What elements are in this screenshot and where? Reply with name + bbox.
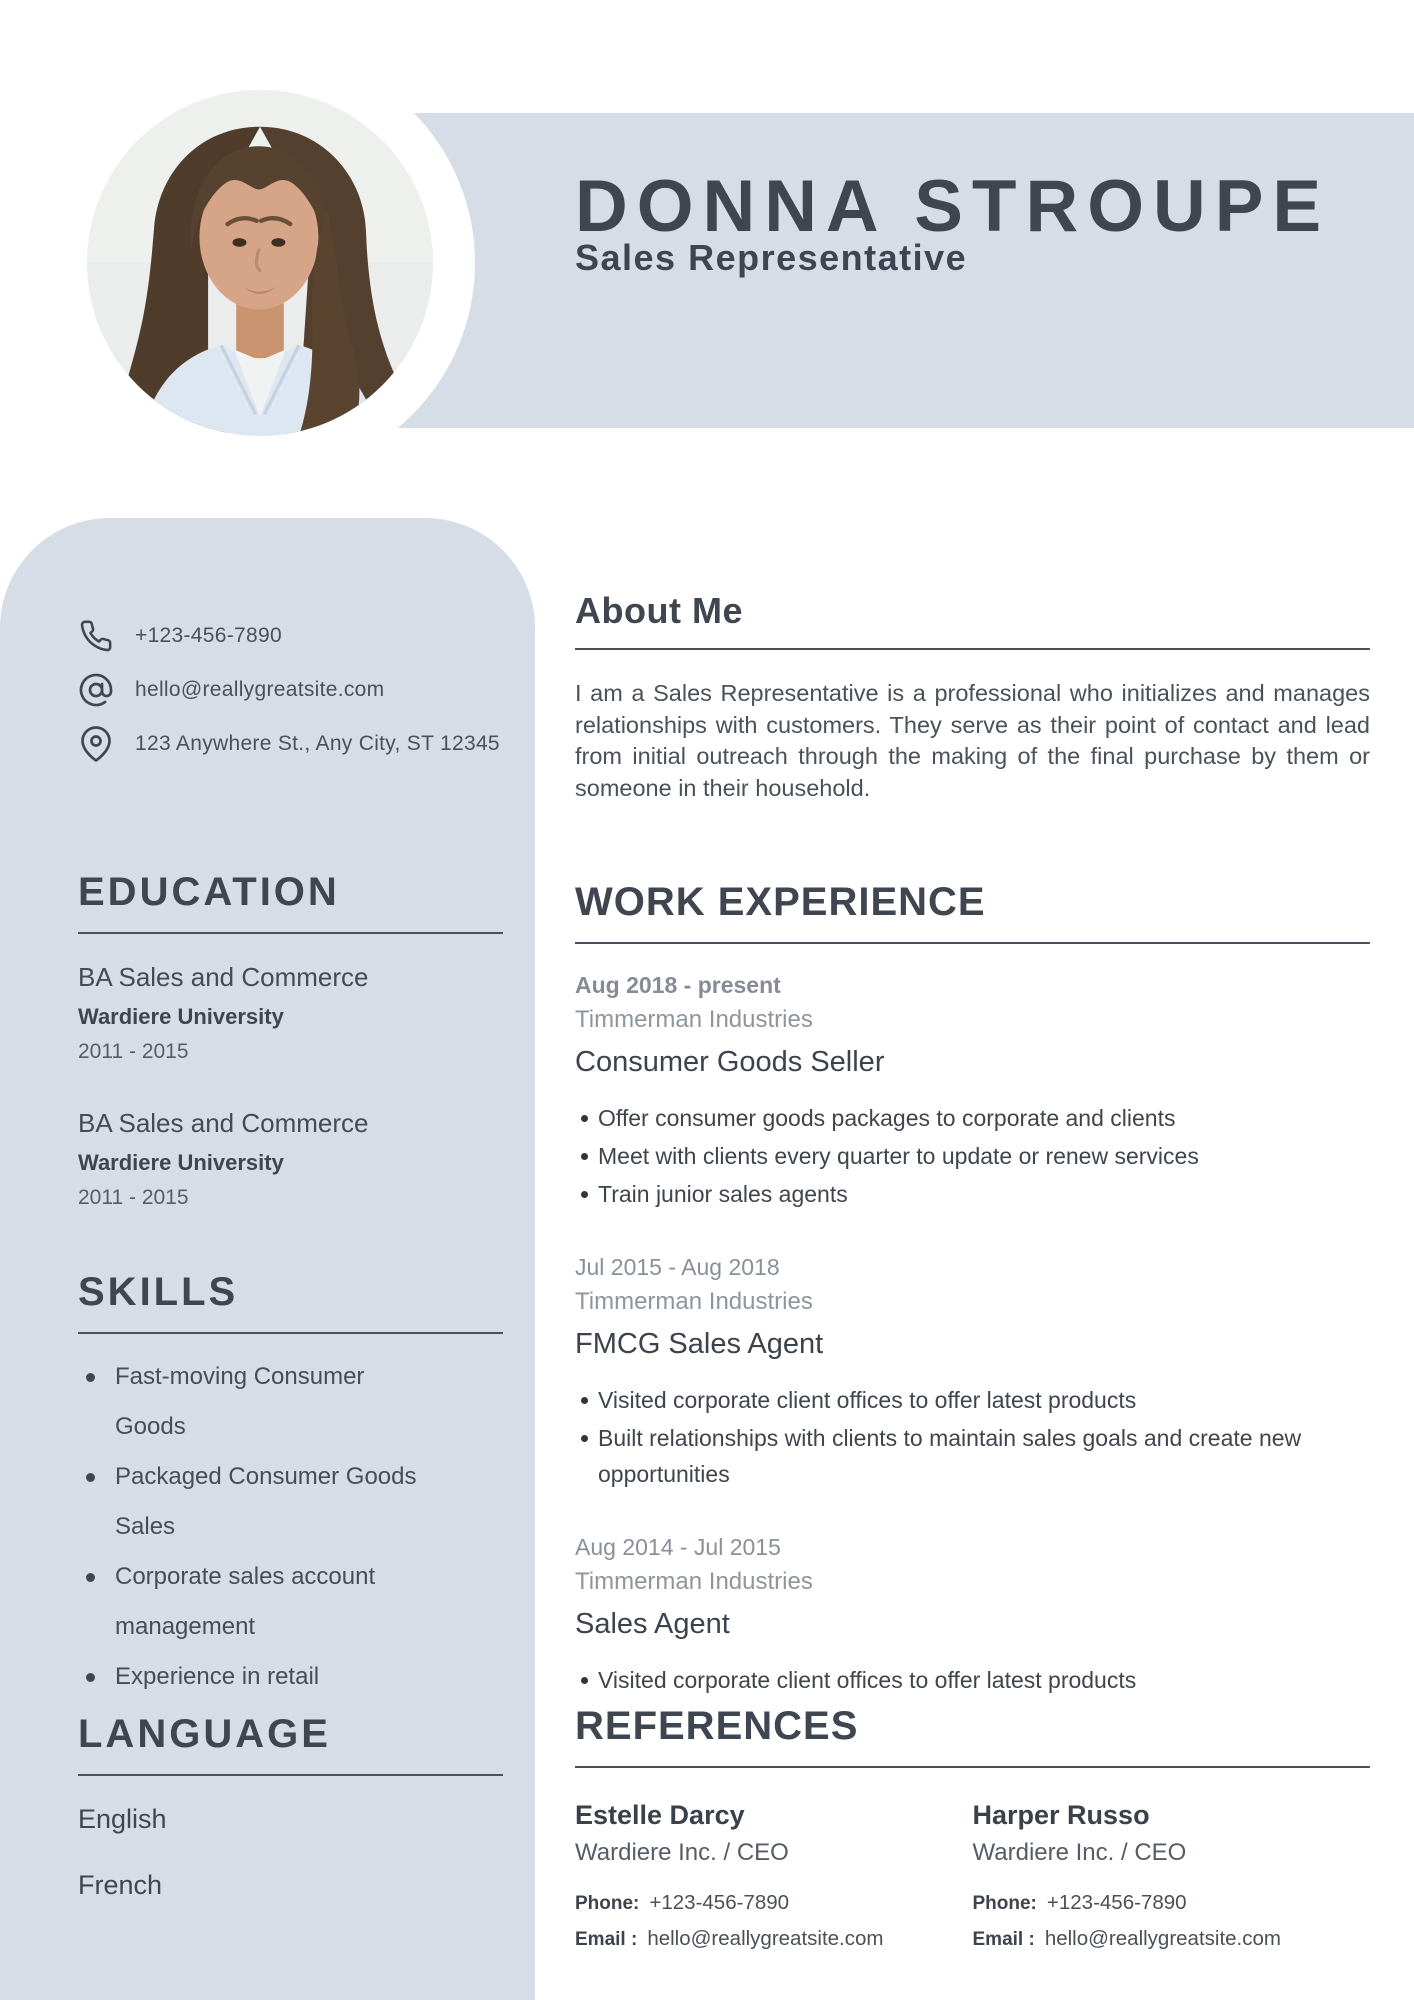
- references-heading: REFERENCES: [575, 1704, 859, 1748]
- email-label: Email :: [575, 1929, 638, 1950]
- job-bullet: Meet with clients every quarter to update or renew services: [575, 1138, 1370, 1174]
- job-title: FMCG Sales Agent: [575, 1328, 824, 1360]
- skills-list: [78, 1352, 423, 1702]
- phone-label: Phone:: [972, 1893, 1037, 1914]
- work-experience-heading: WORK EXPERIENCE: [575, 880, 986, 924]
- phone-value: +123-456-7890: [649, 1891, 790, 1914]
- language-section: [78, 1710, 503, 1900]
- phone-label: Phone:: [575, 1893, 640, 1914]
- years: 2011 - 2015: [78, 1040, 189, 1063]
- school: Wardiere University: [78, 1004, 284, 1029]
- avatar-illustration: [87, 90, 433, 436]
- reference-name: Estelle Darcy: [575, 1800, 745, 1830]
- skill-item: Fast-moving Consumer Goods: [78, 1352, 423, 1452]
- language-item: English: [78, 1804, 167, 1834]
- education-section: [78, 868, 503, 1210]
- about-heading: About Me: [575, 590, 743, 631]
- skills-heading: SKILLS: [78, 1270, 239, 1314]
- skill-item: Experience in retail: [78, 1652, 423, 1702]
- job-bullet-list: [575, 1662, 1370, 1698]
- job-company: Timmerman Industries: [575, 1006, 813, 1033]
- section-divider: [575, 942, 1370, 944]
- reference-email-row: [575, 1927, 973, 1952]
- education-entry: [78, 1108, 503, 1210]
- contact-row-address: [78, 726, 508, 762]
- references-section: [575, 1702, 1370, 1963]
- reference-name: Harper Russo: [972, 1800, 1150, 1830]
- contact-row-phone: [78, 618, 508, 654]
- reference-email-row: [973, 1927, 1371, 1952]
- job-bullet-list: [575, 1382, 1370, 1492]
- reference-card: [575, 1800, 973, 1963]
- contact-section: [78, 618, 508, 780]
- job-title: Sales Agent: [575, 1608, 730, 1640]
- reference-contact: [973, 1891, 1371, 1952]
- reference-org: Wardiere Inc. / CEO: [972, 1839, 1187, 1866]
- job-title: Consumer Goods Seller: [575, 1046, 885, 1078]
- work-experience-section: [575, 878, 1370, 1700]
- avatar-photo: [87, 90, 433, 436]
- section-divider: [575, 648, 1370, 650]
- job-bullet: Built relationships with clients to maintain sales goals and create new opportunities: [575, 1420, 1370, 1492]
- job-company: Timmerman Industries: [575, 1288, 813, 1315]
- reference-columns: [575, 1800, 1370, 1963]
- job-bullet: Visited corporate client offices to offer latest products: [575, 1662, 1370, 1698]
- language-item: French: [78, 1870, 163, 1900]
- job-bullet-list: [575, 1100, 1370, 1212]
- job-dates: Aug 2014 - Jul 2015: [575, 1534, 781, 1560]
- sidebar: [0, 518, 535, 2000]
- job-bullet: Visited corporate client offices to offer latest products: [575, 1382, 1370, 1418]
- phone-value: +123-456-7890: [1046, 1891, 1187, 1914]
- job-dates: Jul 2015 - Aug 2018: [575, 1254, 780, 1280]
- reference-contact: [575, 1891, 973, 1952]
- section-divider: [575, 1766, 1370, 1768]
- years: 2011 - 2015: [78, 1186, 189, 1209]
- job-bullet: Offer consumer goods packages to corporate and clients: [575, 1100, 1370, 1136]
- job-entry: [575, 1254, 1370, 1492]
- job-dates: Aug 2018 - present: [575, 972, 781, 998]
- reference-phone-row: [575, 1891, 973, 1916]
- education-heading: EDUCATION: [78, 870, 340, 914]
- language-heading: LANGUAGE: [78, 1712, 331, 1756]
- at-icon: [78, 672, 114, 708]
- job-entry: [575, 972, 1370, 1212]
- about-section: [575, 589, 1370, 804]
- email-value: hello@reallygreatsite.com: [1044, 1927, 1281, 1950]
- phone-value: +123-456-7890: [135, 624, 282, 647]
- address-value: 123 Anywhere St., Any City, ST 12345: [135, 732, 500, 755]
- person-name: DONNA STROUPE: [575, 166, 1331, 247]
- location-icon: [78, 726, 114, 762]
- reference-card: [973, 1800, 1371, 1963]
- degree: BA Sales and Commerce: [78, 1108, 369, 1138]
- skill-item: Corporate sales account management: [78, 1552, 423, 1652]
- skills-section: [78, 1268, 503, 1702]
- section-divider: [78, 1332, 503, 1334]
- degree: BA Sales and Commerce: [78, 962, 369, 992]
- job-entry: [575, 1534, 1370, 1698]
- phone-icon: [78, 618, 114, 654]
- reference-phone-row: [973, 1891, 1371, 1916]
- school: Wardiere University: [78, 1150, 284, 1175]
- reference-org: Wardiere Inc. / CEO: [575, 1839, 789, 1866]
- email-value: hello@reallygreatsite.com: [135, 678, 385, 701]
- contact-row-email: [78, 672, 508, 708]
- section-divider: [78, 1774, 503, 1776]
- email-label: Email :: [972, 1929, 1035, 1950]
- email-value: hello@reallygreatsite.com: [647, 1927, 884, 1950]
- skill-item: Packaged Consumer Goods Sales: [78, 1452, 423, 1552]
- about-text: I am a Sales Representative is a professional who initializes and manages relationships with customers. They serve as their point of contact and lead from initial outreach through the making of the final purchase by them or someone in their household.: [575, 680, 1370, 801]
- job-bullet: Train junior sales agents: [575, 1176, 1370, 1212]
- person-job-title: Sales Representative: [575, 237, 968, 278]
- job-company: Timmerman Industries: [575, 1568, 813, 1595]
- section-divider: [78, 932, 503, 934]
- education-entry: [78, 962, 503, 1064]
